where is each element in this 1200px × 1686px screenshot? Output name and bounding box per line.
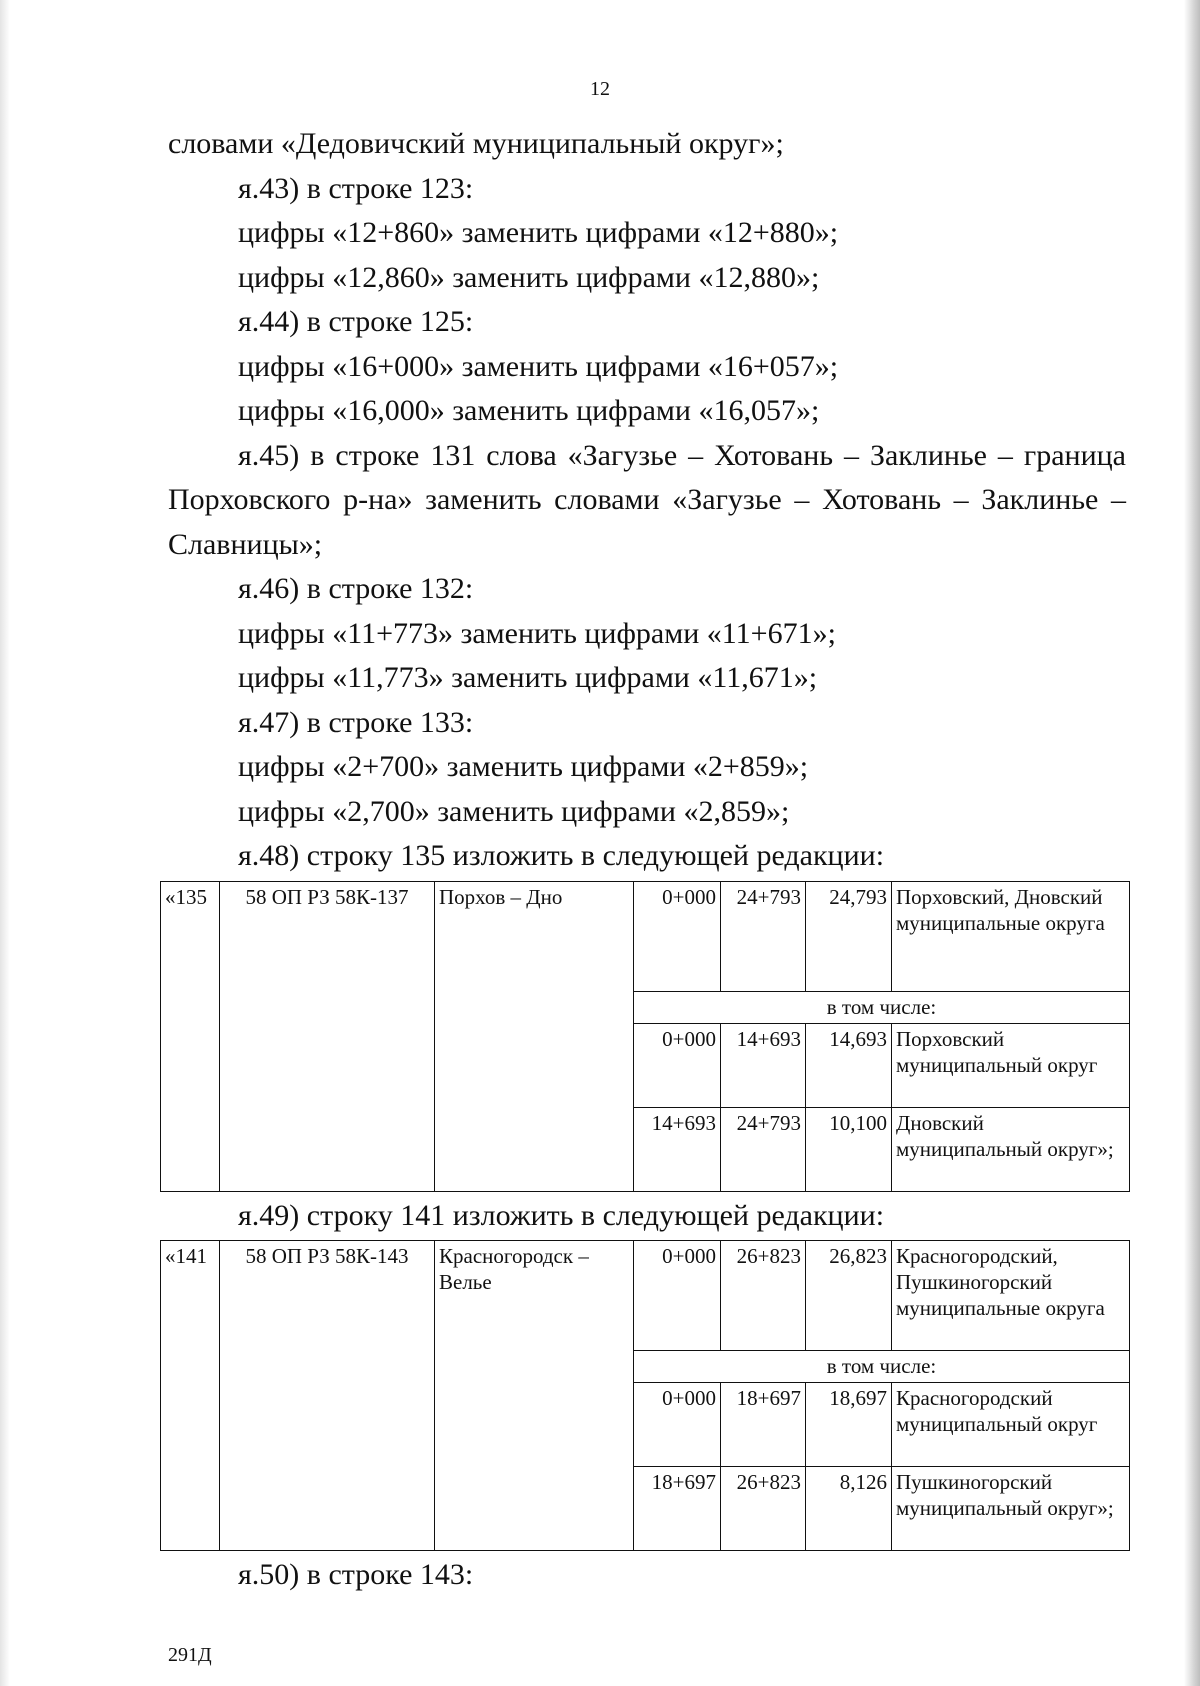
road-code-cell: 58 ОП РЗ 58К-137 [220,881,435,1191]
length-cell: 10,100 [806,1107,892,1191]
district-cell: Красногородский, Пушкиногорский муниципальные округа [892,1241,1130,1351]
district-cell: Порховский, Дновский муниципальные округа [892,881,1130,991]
paragraph-45-line-1: я.45) в строке 131 слова «Загузье – Хотовань – Заклинье – граница [238,438,1126,472]
end-km-cell: 24+793 [721,1107,806,1191]
paragraph: цифры «2+700» заменить цифрами «2+859»; [238,750,809,783]
road-name-cell: Красногородск – Велье [435,1241,634,1551]
paragraph: цифры «11,773» заменить цифрами «11,671»; [238,661,818,694]
end-km-cell: 18+697 [721,1383,806,1467]
start-km-cell: 14+693 [634,1107,721,1191]
scan-edge-left [0,0,10,1686]
district-cell: Пушкиногорский муниципальный округ»; [892,1467,1130,1551]
length-cell: 14,693 [806,1023,892,1107]
district-cell: Дновский муниципальный округ»; [892,1107,1130,1191]
table-row-135 [160,881,1130,1192]
length-cell: 24,793 [806,881,892,991]
paragraph: я.47) в строке 133: [238,705,474,739]
road-name-cell: Порхов – Дно [435,881,634,1191]
district-cell: Красногородский муниципальный округ [892,1383,1130,1467]
start-km-cell: 18+697 [634,1467,721,1551]
start-km-cell: 0+000 [634,1383,721,1467]
start-km-cell: 0+000 [634,1241,721,1351]
paragraph: я.43) в строке 123: [238,171,474,205]
paragraph: я.50) в строке 143: [238,1558,474,1591]
scan-edge-right [1184,0,1200,1686]
page-number: 12 [590,78,610,100]
paragraph: цифры «12+860» заменить цифрами «12+880»; [238,216,839,249]
length-cell: 8,126 [806,1467,892,1551]
end-km-cell: 14+693 [721,1023,806,1107]
start-km-cell: 0+000 [634,881,721,991]
table-row-141 [160,1240,1130,1551]
paragraph: я.44) в строке 125: [238,305,474,338]
road-code-cell: 58 ОП РЗ 58К-143 [220,1241,435,1551]
paragraph: я.46) в строке 132: [238,572,474,605]
paragraph: я.48) строку 135 изложить в следующей редакции: [238,839,885,872]
document-code-footer: 291Д [168,1644,212,1666]
end-km-cell: 26+823 [721,1467,806,1551]
district-cell: Порховский муниципальный округ [892,1023,1130,1107]
row-number-cell: «141 [161,1241,220,1551]
end-km-cell: 24+793 [721,881,806,991]
length-cell: 18,697 [806,1383,892,1467]
paragraph: цифры «16,000» заменить цифрами «16,057»; [238,394,820,427]
paragraph: цифры «2,700» заменить цифрами «2,859»; [238,794,790,828]
paragraph: я.49) строку 141 изложить в следующей редакции: [238,1198,885,1232]
length-cell: 26,823 [806,1241,892,1351]
including-label: в том числе: [634,991,1130,1023]
start-km-cell: 0+000 [634,1023,721,1107]
paragraph-45-line-2: Порховского р-на» заменить словами «Загузье – Хотовань – Заклинье – [168,483,1126,516]
document-body [165,122,1126,1598]
paragraph: цифры «16+000» заменить цифрами «16+057»; [238,349,839,383]
including-label: в том числе: [634,1351,1130,1383]
end-km-cell: 26+823 [721,1241,806,1351]
paragraph-45-line-3: Славницы»; [168,527,323,561]
paragraph: словами «Дедовичский муниципальный округ»; [168,127,784,160]
row-number-cell: «135 [161,881,220,1191]
paragraph: цифры «11+773» заменить цифрами «11+671»; [238,616,836,650]
paragraph: цифры «12,860» заменить цифрами «12,880»; [238,260,820,294]
